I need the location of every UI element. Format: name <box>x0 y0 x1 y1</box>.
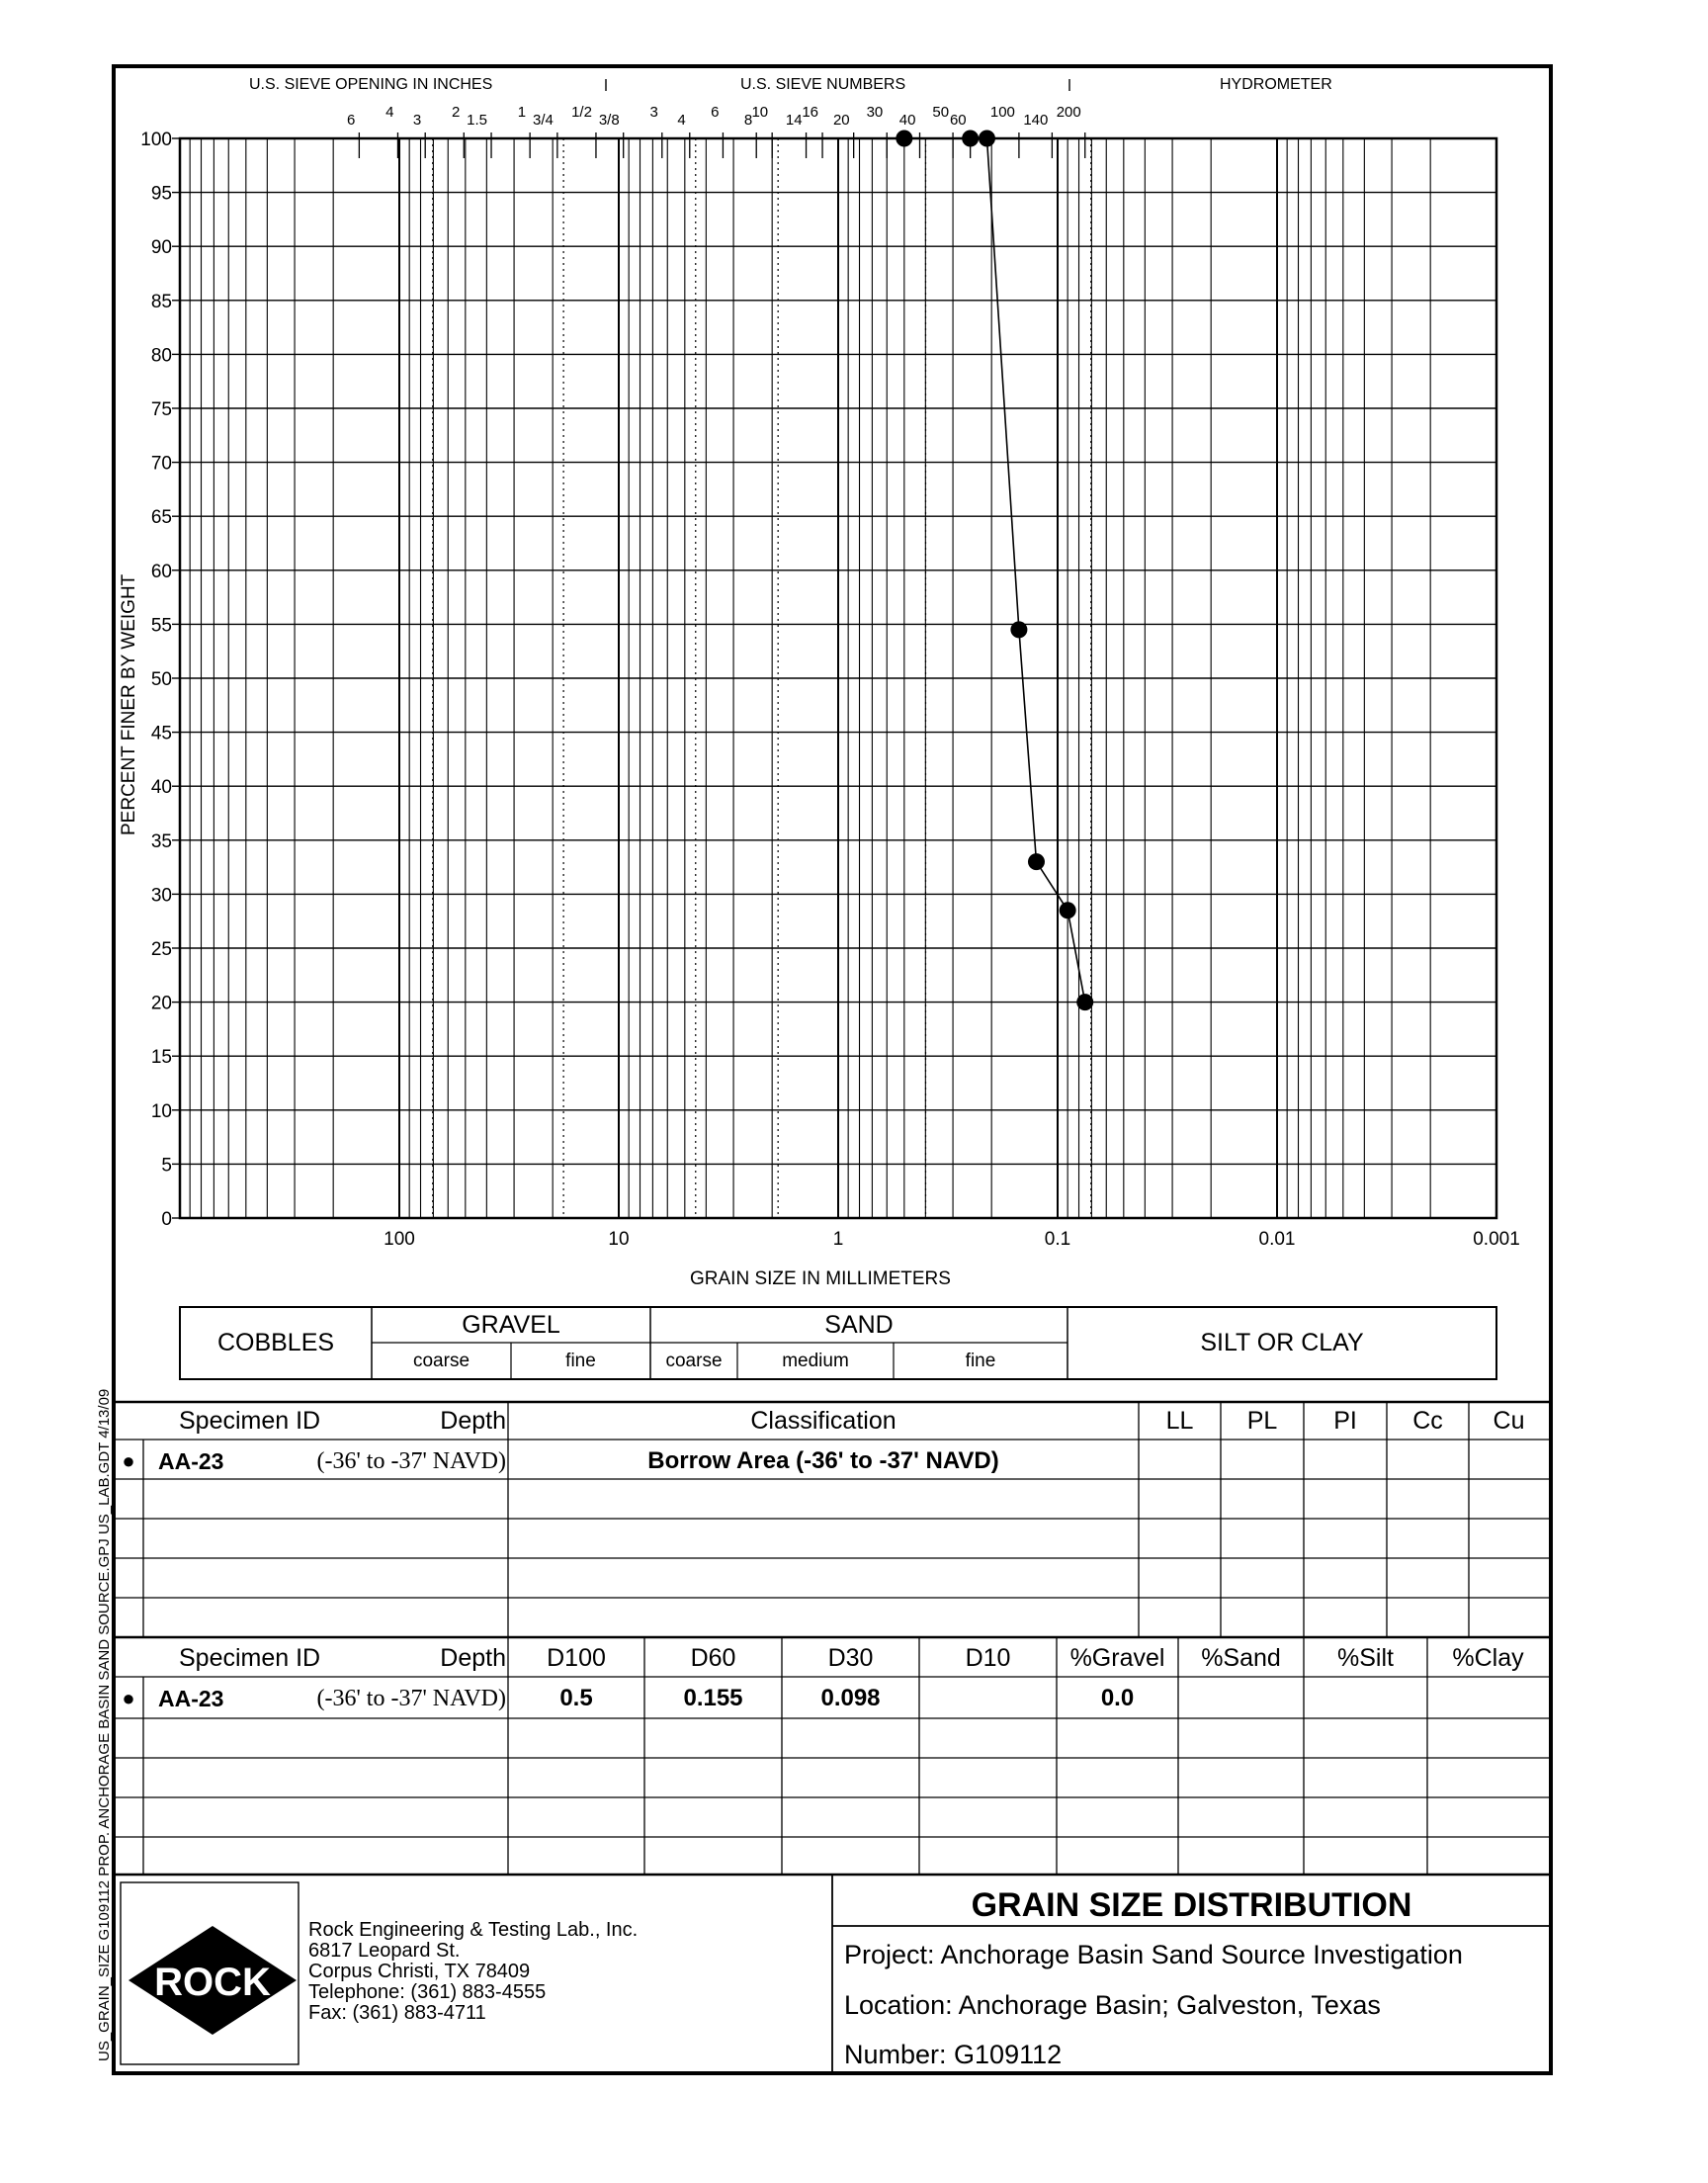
t2-header-sand: %Sand <box>1201 1643 1281 1672</box>
sieve-label: 1 <box>517 104 527 121</box>
sieve-label: 4 <box>677 112 686 129</box>
company-address2: Corpus Christi, TX 78409 <box>308 1961 531 1982</box>
y-tick-label: 10 <box>150 1100 172 1122</box>
data-point <box>962 131 979 147</box>
x-tick-label: 100 <box>384 1229 415 1250</box>
t2-header-d100: D100 <box>547 1643 606 1672</box>
t2-header-d10: D10 <box>965 1643 1011 1672</box>
data-point <box>1060 902 1076 918</box>
sieve-label: 100 <box>989 104 1015 121</box>
sieve-label: 4 <box>385 104 394 121</box>
sieve-label: 20 <box>832 112 850 129</box>
report-project: Project: Anchorage Basin Sand Source Investigation <box>844 1940 1463 1969</box>
y-tick-label: 25 <box>150 939 172 960</box>
sieve-label: 6 <box>711 104 720 121</box>
y-tick-label: 40 <box>150 777 172 799</box>
t1-header-pi: PI <box>1333 1406 1357 1435</box>
header-hydrometer: HYDROMETER <box>1220 76 1332 93</box>
sieve-label: 3/8 <box>598 112 620 129</box>
y-tick-label: 15 <box>150 1047 172 1069</box>
x-tick-label: 10 <box>608 1229 630 1250</box>
t1-header-ll: LL <box>1165 1406 1194 1435</box>
y-tick-label: 75 <box>150 399 172 420</box>
t1-header-depth: Depth <box>440 1406 506 1435</box>
y-tick-label: 55 <box>150 615 172 637</box>
y-tick-label: 35 <box>150 830 172 852</box>
report-location: Location: Anchorage Basin; Galveston, Texas <box>844 1990 1381 2020</box>
sieve-label: 2 <box>451 104 461 121</box>
t2-row-silt <box>1304 1681 1427 1716</box>
label-gravel-coarse: coarse <box>412 1350 470 1371</box>
y-tick-label: 0 <box>161 1209 172 1230</box>
company-phone: Telephone: (361) 883-4555 <box>308 1981 547 2003</box>
label-sand-medium: medium <box>782 1350 849 1371</box>
chart-grid <box>180 138 1496 1218</box>
company-info <box>308 1920 638 2024</box>
t2-header-gravel: %Gravel <box>1069 1643 1165 1672</box>
t2-header-clay: %Clay <box>1452 1643 1524 1672</box>
t2-row-sand <box>1178 1681 1304 1716</box>
t1-row-id: AA-23 <box>158 1447 224 1474</box>
sieve-label: 10 <box>751 104 769 121</box>
t1-header-cu: Cu <box>1493 1406 1525 1435</box>
y-tick-label: 20 <box>150 993 172 1014</box>
t2-row-d60: 0.155 <box>683 1685 743 1711</box>
t2-row-gravel: 0.0 <box>1100 1685 1135 1711</box>
t2-header-depth: Depth <box>440 1643 506 1672</box>
t1-row-marker: ● <box>122 1448 135 1473</box>
t1-row-depth: (-36' to -37' NAVD) <box>316 1447 506 1474</box>
t1-row-classification: Borrow Area (-36' to -37' NAVD) <box>647 1447 999 1474</box>
y-axis-title: PERCENT FINER BY WEIGHT <box>119 573 139 835</box>
sieve-label: 1/2 <box>571 104 592 121</box>
data-point <box>896 131 912 147</box>
t2-row-marker: ● <box>122 1686 135 1710</box>
data-point <box>1010 621 1027 638</box>
x-axis-title: GRAIN SIZE IN MILLIMETERS <box>690 1268 951 1289</box>
y-tick-label: 95 <box>150 183 172 205</box>
t2-header-specimen-id: Specimen ID <box>179 1643 321 1672</box>
sieve-label: 6 <box>347 112 356 129</box>
label-silt-clay: SILT OR CLAY <box>1200 1329 1364 1356</box>
sieve-label: 40 <box>898 112 916 129</box>
label-sand-fine: fine <box>965 1350 996 1371</box>
y-tick-label: 45 <box>150 723 172 744</box>
data-point <box>1028 853 1045 870</box>
t2-row-id: AA-23 <box>158 1685 224 1711</box>
y-tick-label: 50 <box>150 669 172 690</box>
sieve-label: 3 <box>412 112 422 129</box>
sieve-label: 1.5 <box>467 112 488 129</box>
label-gravel-fine: fine <box>565 1350 596 1371</box>
company-address1: 6817 Leopard St. <box>308 1940 461 1962</box>
sieve-label: 140 <box>1023 112 1049 129</box>
company-fax: Fax: (361) 883-4711 <box>308 2002 486 2024</box>
y-tick-label: 65 <box>150 507 172 529</box>
t2-header-d60: D60 <box>690 1643 736 1672</box>
sieve-label: 16 <box>802 104 819 121</box>
sieve-label: 3 <box>649 104 658 121</box>
svg-text:ROCK: ROCK <box>154 1961 271 2004</box>
sieve-label: 200 <box>1056 104 1081 121</box>
t2-header-d30: D30 <box>827 1643 874 1672</box>
header-sieve-numbers: U.S. SIEVE NUMBERS <box>740 76 906 93</box>
label-sand-coarse: coarse <box>665 1350 723 1371</box>
label-sand: SAND <box>824 1310 894 1339</box>
header-sieve-inches: U.S. SIEVE OPENING IN INCHES <box>249 76 493 93</box>
t2-row-d100: 0.5 <box>559 1685 593 1711</box>
chart-ticks <box>140 79 1519 1250</box>
y-tick-label: 5 <box>161 1155 172 1177</box>
sieve-label: 3/4 <box>533 112 554 129</box>
t2-header-silt: %Silt <box>1337 1643 1394 1672</box>
t1-header-pl: PL <box>1246 1406 1278 1435</box>
sieve-label: 50 <box>932 104 950 121</box>
x-tick-label: 0.01 <box>1258 1229 1296 1250</box>
sieve-label: 60 <box>949 112 967 129</box>
report-title: GRAIN SIZE DISTRIBUTION <box>971 1886 1412 1924</box>
data-point <box>1076 994 1093 1010</box>
y-tick-label: 100 <box>140 130 172 150</box>
y-tick-label: 85 <box>150 291 172 312</box>
y-tick-label: 70 <box>150 453 172 475</box>
y-tick-label: 30 <box>150 885 172 907</box>
label-gravel: GRAVEL <box>462 1310 560 1339</box>
t2-row-d10 <box>919 1681 1057 1716</box>
report-number: Number: G109112 <box>844 2040 1063 2069</box>
t1-header-cc: Cc <box>1412 1406 1443 1435</box>
t1-header-specimen-id: Specimen ID <box>179 1406 321 1435</box>
t2-row-clay <box>1427 1681 1549 1716</box>
data-point <box>979 131 995 147</box>
x-tick-label: 1 <box>832 1229 844 1250</box>
x-tick-label: 0.001 <box>1473 1229 1520 1250</box>
sieve-label: 8 <box>743 112 753 129</box>
y-tick-label: 80 <box>150 345 172 367</box>
sieve-label: 30 <box>866 104 884 121</box>
sidebar-file-info: US_GRAIN_SIZE G109112 PROP. ANCHORAGE BASIN SAND SOURCE.GPJ US_LAB.GDT 4/13/09 <box>96 1388 113 2061</box>
y-tick-label: 90 <box>150 237 172 259</box>
t2-row-d30: 0.098 <box>820 1685 881 1711</box>
sieve-label: 14 <box>785 112 803 129</box>
t1-header-classification: Classification <box>750 1406 897 1435</box>
label-cobbles: COBBLES <box>216 1329 335 1356</box>
x-tick-label: 0.1 <box>1044 1229 1071 1250</box>
company-logo <box>128 1926 297 2040</box>
y-tick-label: 60 <box>150 561 172 582</box>
company-name: Rock Engineering & Testing Lab., Inc. <box>308 1919 639 1941</box>
t2-row-depth: (-36' to -37' NAVD) <box>316 1685 506 1711</box>
